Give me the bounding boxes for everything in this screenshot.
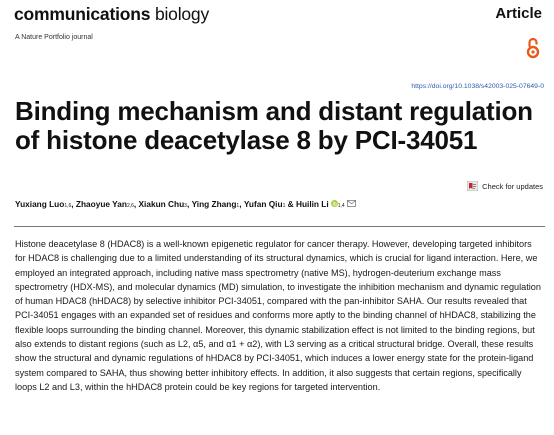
author-name[interactable]: Xiakun Chu (138, 199, 185, 209)
journal-name[interactable] (14, 4, 209, 25)
author-separator: , (133, 199, 139, 209)
author-separator: , (71, 199, 76, 209)
author-separator: , (239, 199, 244, 209)
author-list: Yuxiang Luo 1,6 , Zhaoyue Yan 2,6 , Xiakun Chu 3 , Ying Zhang 1 , Yufan Qiu 1 & Huilin Li 1,4 (15, 199, 356, 209)
author-separator: & (285, 199, 296, 209)
article-title: Binding mechanism and distant regulation of histone deacetylase 8 by PCI-34051 (15, 96, 533, 155)
author-name[interactable]: Yuxiang Luo (15, 199, 65, 209)
abstract-text: Histone deacetylase 8 (HDAC8) is a well-known epigenetic regulator for cancer therapy. However, developing targeted inhibitors for HDAC8 is challenging due to a limited understanding of its structural dynamics, which is crucial for ligand interaction. Here, we employed an integrated approach, including native mass spectrometry (native MS), hydrogen-deuterium exchange mass spectrometry (HDX-MS), and molecular dynamics (MD) simulation, to investigate the inhibition mechanism and dynamic regulation of human HDAC8 (hHDAC8) by selective inhibitor PCI-34051, compared with the pan-inhibitor SAHA. Our results revealed that PCI-34051 engages with an expanded set of residues and conforms more aptly to the binding channel of hHDAC8, stabilizing the flexible loops surrounding the binding channel. Moreover, this dynamic stabilization effect is not limited to the binding regions, but also extends to distant regions (such as L2, α5, and α1 + α2), with L3 serving as a critical structural bridge. Overall, these results show the structural and dynamic regulations of hHDAC8 by PCI-34051, which induces a lower energy state for the protein-ligand system compared to SAHA, thus showing better inhibitory effects. In addition, it also suggests that certain regions, specifically loops L2 and L3, within the hHDAC8 protein could be key regions for targeted intervention. (15, 239, 541, 392)
journal-name-bold: communications (14, 4, 151, 24)
check-for-updates-label: Check for updates (482, 181, 543, 191)
author-separator: , (186, 199, 192, 209)
article-type: Article (495, 5, 542, 22)
divider (14, 226, 545, 227)
email-icon[interactable] (347, 200, 356, 207)
open-access-icon[interactable] (526, 37, 540, 59)
journal-name-light: biology (154, 4, 209, 24)
author-name[interactable]: Ying Zhang (191, 199, 237, 209)
check-for-updates-button[interactable] (467, 181, 543, 191)
check-for-updates-icon (467, 181, 478, 191)
author-name[interactable]: Huilin Li (295, 199, 329, 209)
author-name[interactable]: Zhaoyue Yan (75, 199, 127, 209)
orcid-icon[interactable] (331, 200, 338, 207)
doi-link[interactable]: https://doi.org/10.1038/s42003-025-07649-0 (411, 83, 544, 90)
journal-tagline: A Nature Portfolio journal (15, 34, 93, 41)
author-name[interactable]: Yufan Qiu (243, 199, 283, 209)
